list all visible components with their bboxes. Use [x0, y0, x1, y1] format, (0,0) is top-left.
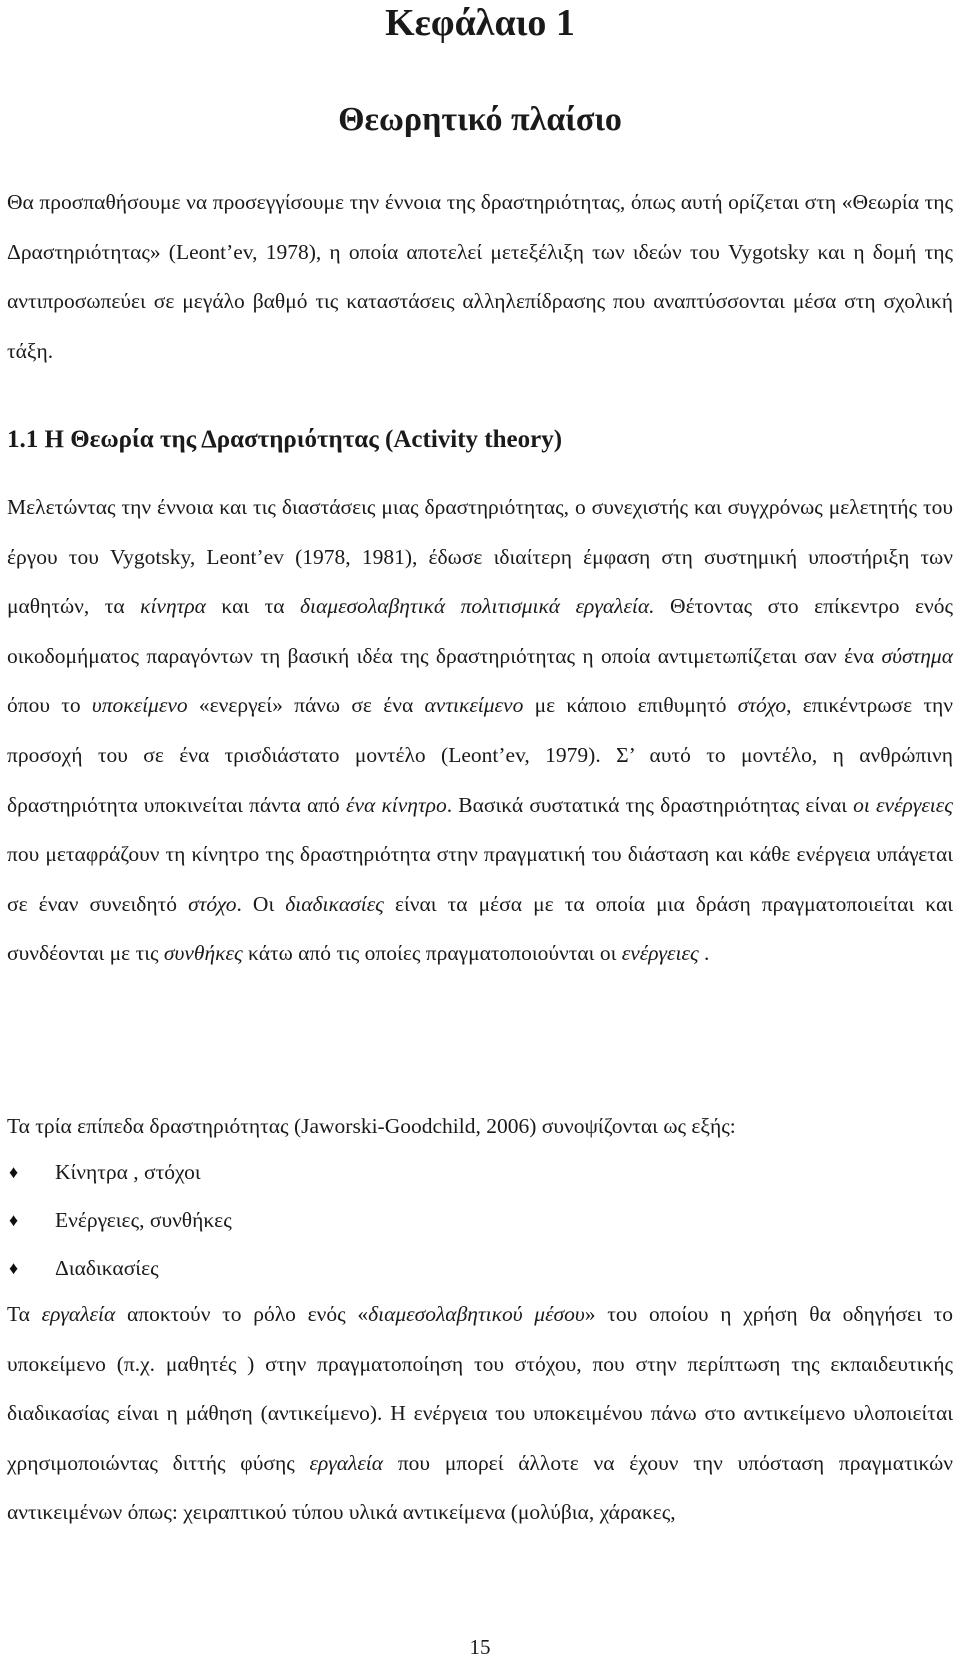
- list-item-label: Διαδικασίες: [55, 1256, 159, 1280]
- text-run: είναι τα μέσα με τα οποία μια δράση πραγματοποιείται και συνδέονται με τις: [7, 891, 953, 966]
- italic-term: σύστημα: [881, 643, 953, 668]
- text-run: Θέτοντας στο επίκεντρο ενός οικοδομήματος παραγόντων τη βασική ιδέα της δραστηριότητας η οποία αντιμετωπίζεται σαν ένα: [7, 594, 953, 668]
- text-run: όπου το: [7, 693, 92, 718]
- list-item: [7, 1148, 953, 1196]
- italic-term: εργαλεία: [41, 1302, 116, 1326]
- list-item: [7, 1196, 953, 1244]
- italic-term: διαμεσολαβητικού μέσου: [368, 1302, 585, 1326]
- text-run: που μεταφράζουν τη κίνητρο της δραστηριότητα στην πραγματική του διάσταση και κάθε ενέργεια υπάγεται σε έναν συνειδητό: [7, 842, 953, 916]
- list-item: [7, 1244, 953, 1292]
- text-run: κάτω από τις οποίες πραγματοποιούνται οι: [242, 941, 622, 966]
- body-paragraph-levels: Τα τρία επίπεδα δραστηριότητας (Jaworski-Goodchild, 2006) συνοψίζονται ως εξής:: [7, 1114, 736, 1138]
- list-item-label: Κίνητρα , στόχοι: [55, 1160, 201, 1184]
- italic-term: αντικείμενο: [424, 693, 524, 718]
- italic-term: κίνητρα: [140, 594, 206, 619]
- text-run: με κάποιο επιθυμητό: [523, 693, 738, 718]
- text-run: που μπορεί άλλοτε να έχουν την υπόσταση πραγματικών αντικειμένων όπως: χειραπτικού τύπου υλικά αντικείμενα (μολύβια, χάρακες,: [7, 1450, 954, 1525]
- diamond-bullet-icon: ♦: [9, 1162, 19, 1182]
- levels-list: [7, 1148, 953, 1292]
- italic-term: διαδικασίες: [285, 891, 384, 916]
- italic-term: συνθήκες: [163, 941, 243, 966]
- text-run: » του οποίου η χρήση θα οδηγήσει το υποκείμενο (π.χ. μαθητές ) στην πραγματοποίηση του στόχου, που στην περίπτωση της εκπαιδευτικής διαδικασίας είναι η μάθηση (αντικείμενο). Η ενέργεια του υποκειμένου πάνω στο αντικείμενο υλοποιείται χρησιμοποιώντας διττής φύσης: [7, 1302, 953, 1475]
- body-paragraph-tools: [7, 1290, 953, 1538]
- italic-term: ένα κίνητρο: [346, 792, 447, 817]
- text-run: , επικέντρωσε την προσοχή του σε ένα τρισδιάστατο μοντέλο (Leont’ev, 1979). Σ’ αυτό το μοντέλο, η ανθρώπινη δραστηριότητα υποκινείται πάντα από: [7, 693, 953, 817]
- italic-term: εργαλεία: [309, 1450, 384, 1475]
- text-run: «ενεργεί» πάνω σε ένα: [187, 693, 425, 718]
- text-run: . Οι: [236, 891, 286, 916]
- diamond-bullet-icon: ♦: [9, 1258, 19, 1278]
- diamond-bullet-icon: ♦: [9, 1210, 19, 1230]
- text-run: . Βασικά συστατικά της δραστηριότητας είναι: [446, 792, 854, 817]
- section-heading: 1.1 Η Θεωρία της Δραστηριότητας (Activity theory): [7, 426, 563, 453]
- page-number: 15: [469, 1635, 491, 1659]
- italic-term: υποκείμενο: [91, 693, 188, 718]
- italic-term: στόχο: [737, 693, 787, 718]
- text-run: .: [698, 941, 710, 966]
- italic-term: οι ενέργειες: [853, 792, 953, 817]
- italic-term: στόχο: [188, 891, 237, 916]
- chapter-subtitle: Θεωρητικό πλαίσιο: [338, 101, 622, 138]
- text-run: και τα: [205, 594, 301, 619]
- text-run: αποκτούν το ρόλο ενός «: [115, 1302, 369, 1326]
- italic-term: ενέργειες: [621, 941, 699, 966]
- intro-paragraph: Θα προσπαθήσουμε να προσεγγίσουμε την έννοια της δραστηριότητας, όπως αυτή ορίζεται στη «Θεωρία της Δραστηριότητας» (Leont’ev, 1978), η οποία αποτελεί μετεξέλιξη των ιδεών του Vygotsky και η δομή της αντιπροσωπεύει σε μεγάλο βαθμό τις καταστάσεις αλληλεπίδρασης που αναπτύσσονται μέσα στη σχολική τάξη.: [7, 190, 953, 363]
- chapter-title: Κεφάλαιο 1: [385, 2, 575, 44]
- body-paragraph-activity-theory: [7, 483, 953, 979]
- text-run: Μελετώντας την έννοια και τις διαστάσεις μιας δραστηριότητας, ο συνεχιστής και συγχρόνως μελετητής του έργου του Vygotsky, Leont’ev (1978, 1981), έδωσε ιδιαίτερη έμφαση στη συστημική υποστήριξη των μαθητών, τα: [7, 495, 953, 619]
- text-run: Τα: [7, 1302, 42, 1326]
- italic-term: διαμεσολαβητικά πολιτισμικά εργαλεία.: [300, 594, 655, 619]
- list-item-label: Ενέργειες, συνθήκες: [55, 1208, 232, 1232]
